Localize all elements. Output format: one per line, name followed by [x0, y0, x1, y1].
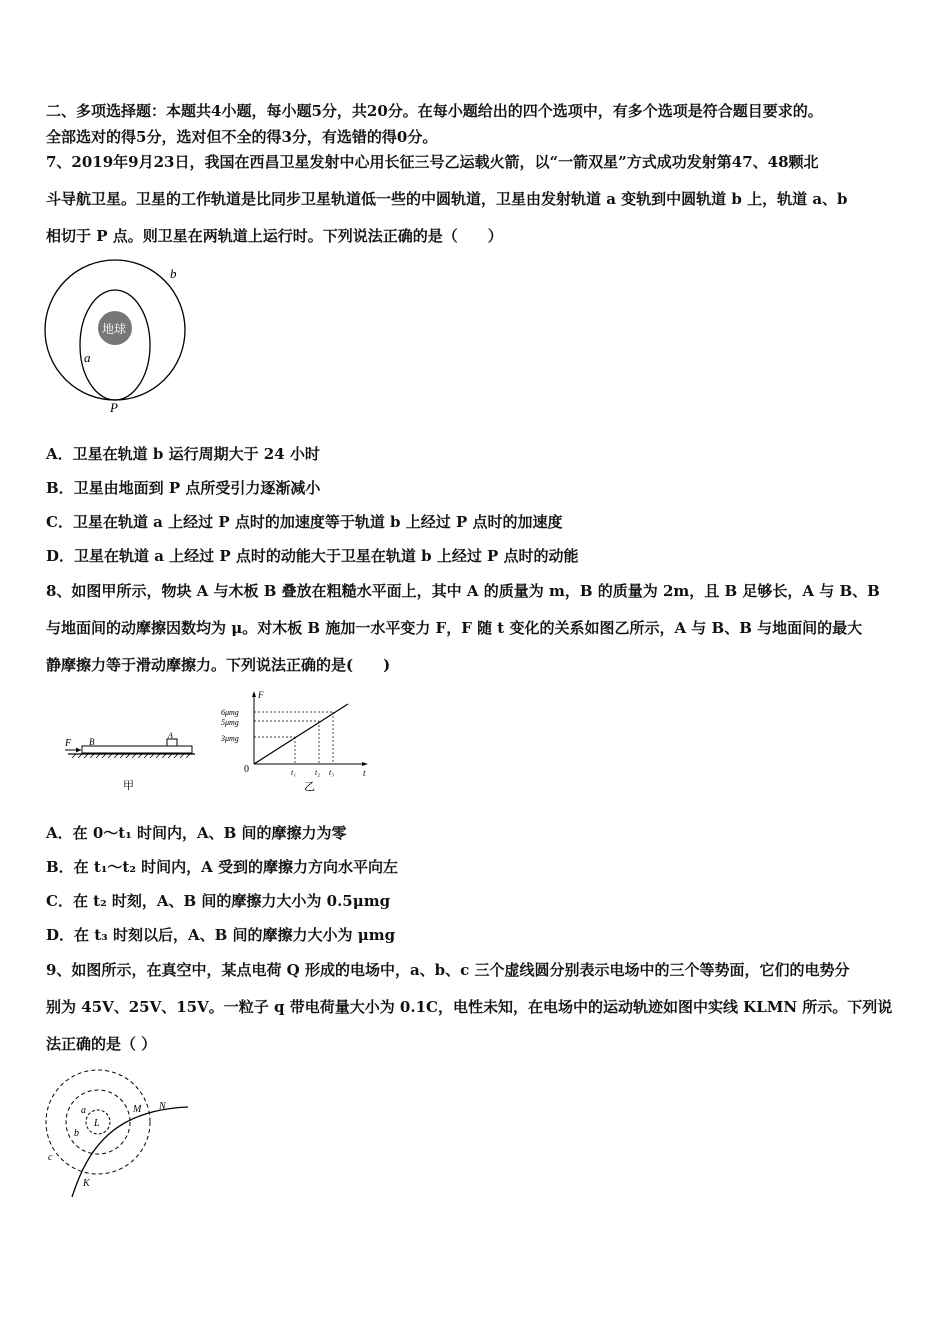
q8-option-d: D．在 t₃ 时刻以后，A、B 间的摩擦力大小为 μmg	[46, 926, 396, 944]
q9-text-line1: 9、如图所示，在真空中，某点电荷 Q 形成的电场中，a、b、c 三个虚线圆分别表示电场中的三个等势面，它们的电势分	[46, 961, 850, 979]
x-tick-t3: t₃	[329, 768, 335, 777]
q8-option-a: A．在 0～t₁ 时间内，A、B 间的摩擦力为零	[46, 824, 347, 842]
q9-text-line2: 别为 45V、25V、15V。一粒子 q 带电荷量大小为 0.1C，电性未知，在电场中的运动轨迹如图中实线 KLMN 所示。下列说	[46, 998, 893, 1016]
fig-yi-caption: 乙	[304, 781, 315, 793]
label-k: K	[83, 1178, 90, 1189]
y-tick-3: 3μmg	[221, 734, 239, 743]
q7-text-line2: 斗导航卫星。卫星的工作轨道是比同步卫星轨道低一些的中圆轨道，卫星由发射轨道 a 变轨到中圆轨道 b 上，轨道 a、b	[46, 190, 848, 208]
point-p-label: P	[110, 400, 118, 415]
label-a: a	[81, 1105, 86, 1116]
force-time-graph	[215, 688, 375, 796]
x-tick-t2: t₂	[315, 768, 321, 777]
board-b	[82, 746, 192, 753]
y-axis-label: F	[258, 690, 264, 700]
block-a	[167, 739, 177, 746]
label-c: c	[48, 1152, 53, 1163]
x-tick-t1: t₁	[291, 768, 297, 777]
block-a-label: A	[168, 731, 173, 740]
y-tick-6: 6μmg	[221, 708, 239, 717]
origin-label: 0	[244, 764, 249, 775]
q8-option-b: B．在 t₁～t₂ 时间内，A 受到的摩擦力方向水平向左	[46, 858, 398, 876]
q8-text-line3: 静摩擦力等于滑动摩擦力。下列说法正确的是( )	[46, 656, 391, 674]
q7-option-c: C．卫星在轨道 a 上经过 P 点时的加速度等于轨道 b 上经过 P 点时的加速度	[46, 513, 563, 531]
q9-text-line3: 法正确的是（ ）	[46, 1035, 157, 1053]
q7-text-line3: 相切于 P 点。则卫星在两轨道上运行时。下列说法正确的是（ ）	[46, 227, 503, 245]
orbit-diagram	[40, 255, 200, 420]
y-tick-5: 5μmg	[221, 718, 239, 727]
equipotential-diagram	[40, 1062, 200, 1202]
q7-option-a: A．卫星在轨道 b 运行周期大于 24 小时	[46, 445, 320, 463]
label-b: b	[74, 1128, 79, 1139]
orbit-a-label: a	[84, 350, 91, 365]
fig-jia-caption: 甲	[123, 780, 134, 792]
section-header-line1: 二、多项选择题：本题共4小题，每小题5分，共20分。在每小题给出的四个选项中，有多个选项是符合题目要求的。	[46, 102, 823, 120]
q8-text-line1: 8、如图甲所示，物块 A 与木板 B 叠放在粗糙水平面上，其中 A 的质量为 m，B 的质量为 2m，且 B 足够长，A 与 B、B	[46, 582, 880, 600]
q7-option-d: D．卫星在轨道 a 上经过 P 点时的动能大于卫星在轨道 b 上经过 P 点时的动能	[46, 547, 579, 565]
force-line	[254, 704, 348, 764]
board-b-label: B	[89, 737, 95, 747]
x-axis-label: t	[363, 768, 366, 778]
q8-option-c: C．在 t₂ 时刻，A、B 间的摩擦力大小为 0.5μmg	[46, 892, 391, 910]
force-label: F	[65, 738, 72, 749]
q7-option-b: B．卫星由地面到 P 点所受引力逐渐减小	[46, 479, 321, 497]
section-header-line2: 全部选对的得5分，选对但不全的得3分，有选错的得0分。	[46, 128, 438, 146]
label-l: L	[94, 1118, 100, 1129]
label-m: M	[133, 1104, 142, 1115]
orbit-b-label: b	[170, 266, 177, 281]
q7-text-line1: 7、2019年9月23日，我国在西昌卫星发射中心用长征三号乙运载火箭，以“一箭双星”方式成功发射第47、48颗北	[46, 153, 819, 171]
label-n: N	[159, 1101, 166, 1112]
earth-label: 地球	[102, 322, 127, 336]
q8-text-line2: 与地面间的动摩擦因数均为 μ。对木板 B 施加一水平变力 F，F 随 t 变化的关系如图乙所示，A 与 B、B 与地面间的最大	[46, 619, 863, 637]
block-board-diagram	[60, 728, 200, 793]
